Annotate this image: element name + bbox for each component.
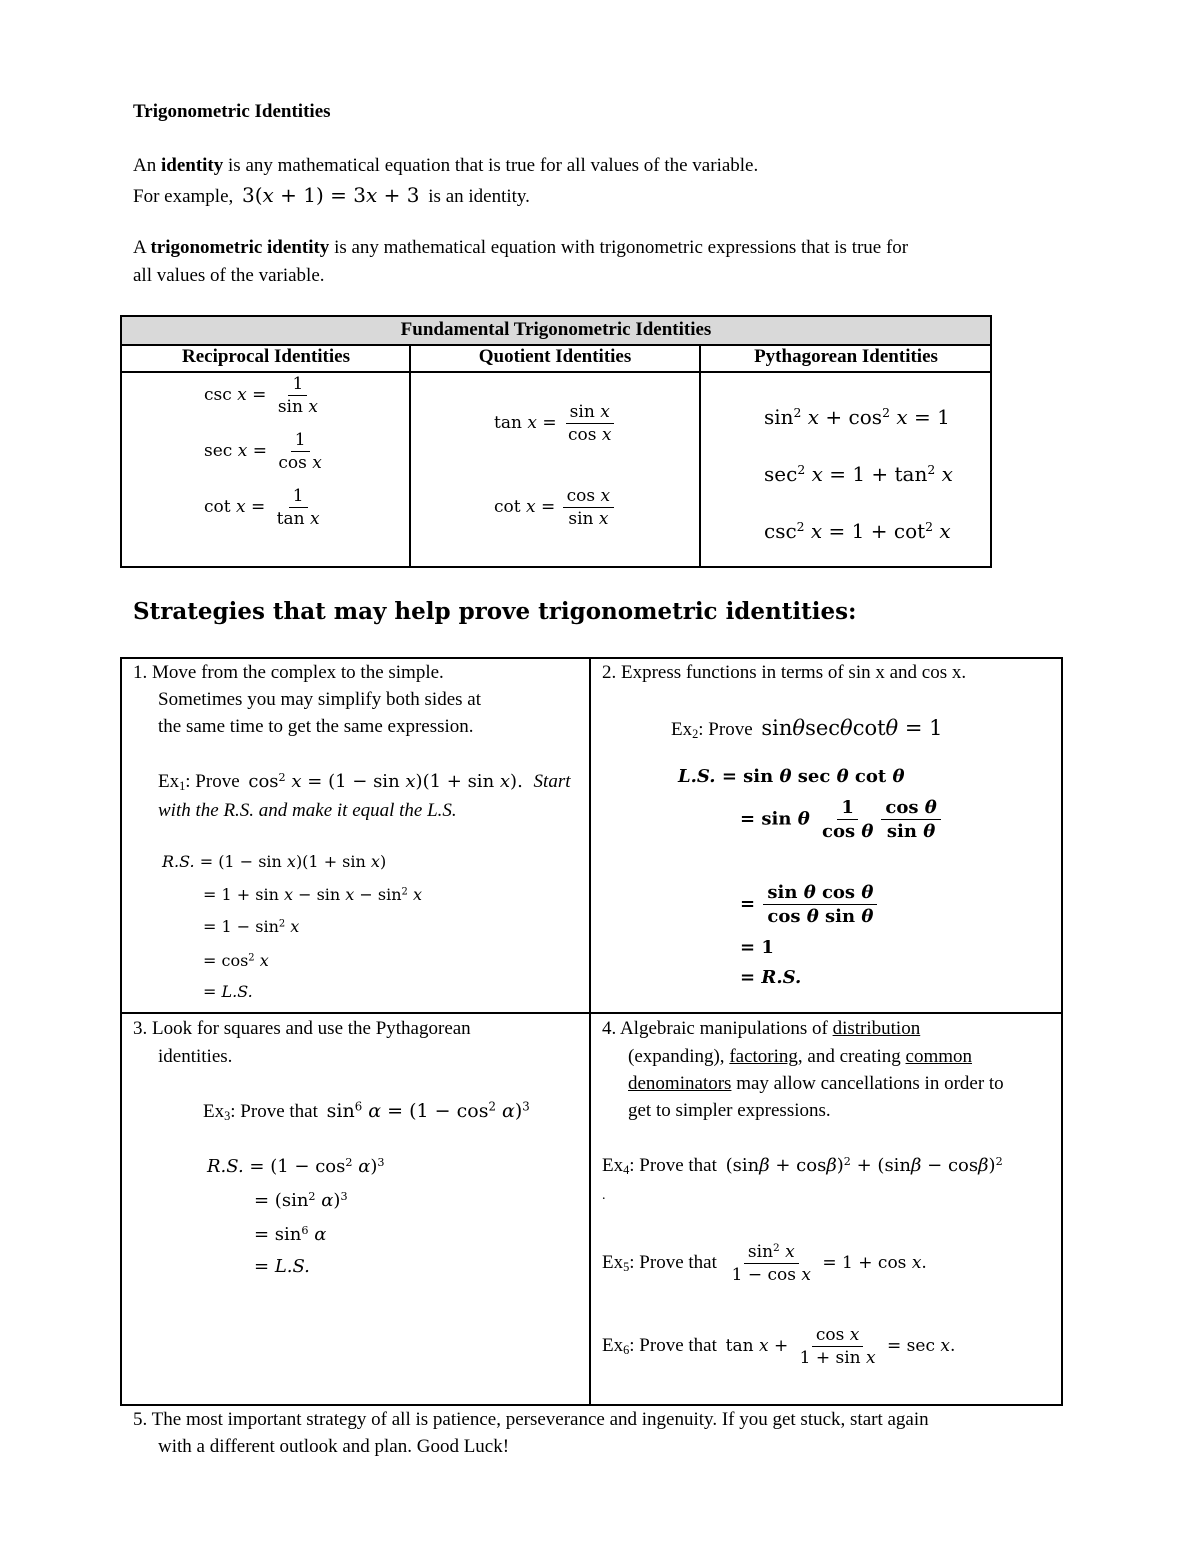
- intro-line-1: An identity is any mathematical equation that is true for all values of the variable.: [133, 155, 759, 176]
- s3-line-1: 3. Look for squares and use the Pythagorean: [133, 1018, 471, 1039]
- s3-line-2: identities.: [158, 1046, 233, 1067]
- col-header-pythagorean: Pythagorean Identities: [754, 346, 938, 367]
- s2-step-5: = R.S.: [740, 967, 802, 988]
- identity-cot-reciprocal: cot x = $\frac{1}{\text{tan x}}$: [204, 486, 320, 529]
- s2-step-3: = $\frac{\text{sin θ cos θ}}{\text{cos θ sin θ}}$: [740, 882, 879, 927]
- s1-example-note: with the R.S. and make it equal the L.S.: [158, 800, 457, 821]
- page-title: Trigonometric Identities: [133, 101, 331, 122]
- s4-line-2: (expanding), factoring, and creating common: [628, 1046, 973, 1067]
- s1-example-line: $Ex_1$: Prove $\cos^2 x = (1 - \sin x)(1 + \sin x)$. Start: [158, 770, 571, 794]
- s1-step-2: = $1 + \sin x - \sin x - \sin^2 x$: [203, 885, 422, 904]
- table-title: Fundamental Trigonometric Identities: [400, 319, 712, 340]
- s2-step-1: L.S. = sin θ sec θ cot θ: [678, 766, 905, 787]
- s2-step-2: = sin θ $\frac{1}{\text{cos θ}}$ $\frac{\text{cos θ}}{\text{sin θ}}$: [740, 797, 943, 842]
- s1-line-3: the same time to get the same expression.: [158, 716, 474, 737]
- s4-example-4: $Ex_4$: Prove that $(\sin\beta + \cos\beta)^2 + (\sin\beta - \cos\beta)^2$: [602, 1154, 1003, 1178]
- s3-step-2: = ($\sin^2$ α)$^3$: [254, 1189, 348, 1211]
- s4-line-3: denominators may allow cancellations in order to: [628, 1073, 1004, 1094]
- s3-step-1: R.S. = $(1 - \cos^2 \alpha)^3$: [207, 1155, 385, 1177]
- s4-example-5: $Ex_5$: Prove that $\frac{\sin^2 x}{\text{1 − cos x}}$ = 1 + cos x.: [602, 1242, 927, 1285]
- intro-line-2: For example, 3(x + 1) = 3x + 3 is an identity.: [133, 183, 530, 207]
- s1-step-4: = $\cos^2 x$: [203, 951, 269, 970]
- identity-csc: csc x = $\frac{1}{\text{sin x}}$: [204, 374, 318, 417]
- s1-line-1: 1. Move from the complex to the simple.: [133, 662, 444, 683]
- s1-step-5: = L.S.: [203, 982, 253, 1001]
- strategies-heading: Strategies that may help prove trigonometric identities:: [133, 598, 857, 625]
- identity-tan: tan x = $\frac{\text{sin x}}{\text{cos x}}$: [494, 402, 617, 445]
- s3-example-line: $Ex_3$: Prove that $\sin^6 \alpha = (1 - \cos^2 \alpha)^3$: [203, 1099, 530, 1124]
- s3-step-3: = $\sin^6 \alpha$: [254, 1223, 327, 1245]
- s2-line-1: 2. Express functions in terms of sin x and cos x.: [602, 662, 967, 683]
- s4-example-4-period: .: [602, 1188, 606, 1203]
- s1-line-2: Sometimes you may simplify both sides at: [158, 689, 481, 710]
- s5-line-2: with a different outlook and plan. Good Luck!: [158, 1436, 510, 1457]
- col-header-reciprocal: Reciprocal Identities: [182, 346, 350, 367]
- s2-step-4: = 1: [740, 937, 774, 958]
- s3-step-4: = L.S.: [254, 1256, 310, 1277]
- s5-line-1: 5. The most important strategy of all is patience, perseverance and ingenuity. If you get stuck, start again: [133, 1409, 929, 1430]
- s4-line-4: get to simpler expressions.: [628, 1100, 831, 1121]
- col-header-quotient: Quotient Identities: [478, 346, 632, 367]
- identity-pythagorean-2: $\sec^2 x = 1 + \tan^2 x$: [764, 462, 953, 486]
- s2-example-line: $Ex_2$: Prove sinθsecθcotθ = 1: [671, 716, 943, 742]
- s4-example-6: $Ex_6$: Prove that tan x + $\frac{\text{cos x}}{\text{1 + sin x}}$ = sec x.: [602, 1325, 956, 1368]
- s4-line-1: 4. Algebraic manipulations of distribution: [602, 1018, 921, 1039]
- identity-cot-quotient: cot x = $\frac{\text{cos x}}{\text{sin x}}$: [494, 486, 616, 529]
- identity-sec: sec x = $\frac{1}{\text{cos x}}$: [204, 430, 322, 473]
- intro-line-4: all values of the variable.: [133, 265, 325, 286]
- identity-pythagorean-3: $\csc^2 x = 1 + \cot^2 x$: [764, 519, 951, 543]
- identity-pythagorean-1: $\sin^2 x + \cos^2 x = 1$: [764, 405, 950, 429]
- s1-step-1: R.S. = (1 − sin x)(1 + sin x): [162, 852, 387, 871]
- intro-line-3: A trigonometric identity is any mathematical equation with trigonometric expressions that is true for: [133, 237, 909, 258]
- s1-step-3: = $1 - \sin^2 x$: [203, 917, 300, 936]
